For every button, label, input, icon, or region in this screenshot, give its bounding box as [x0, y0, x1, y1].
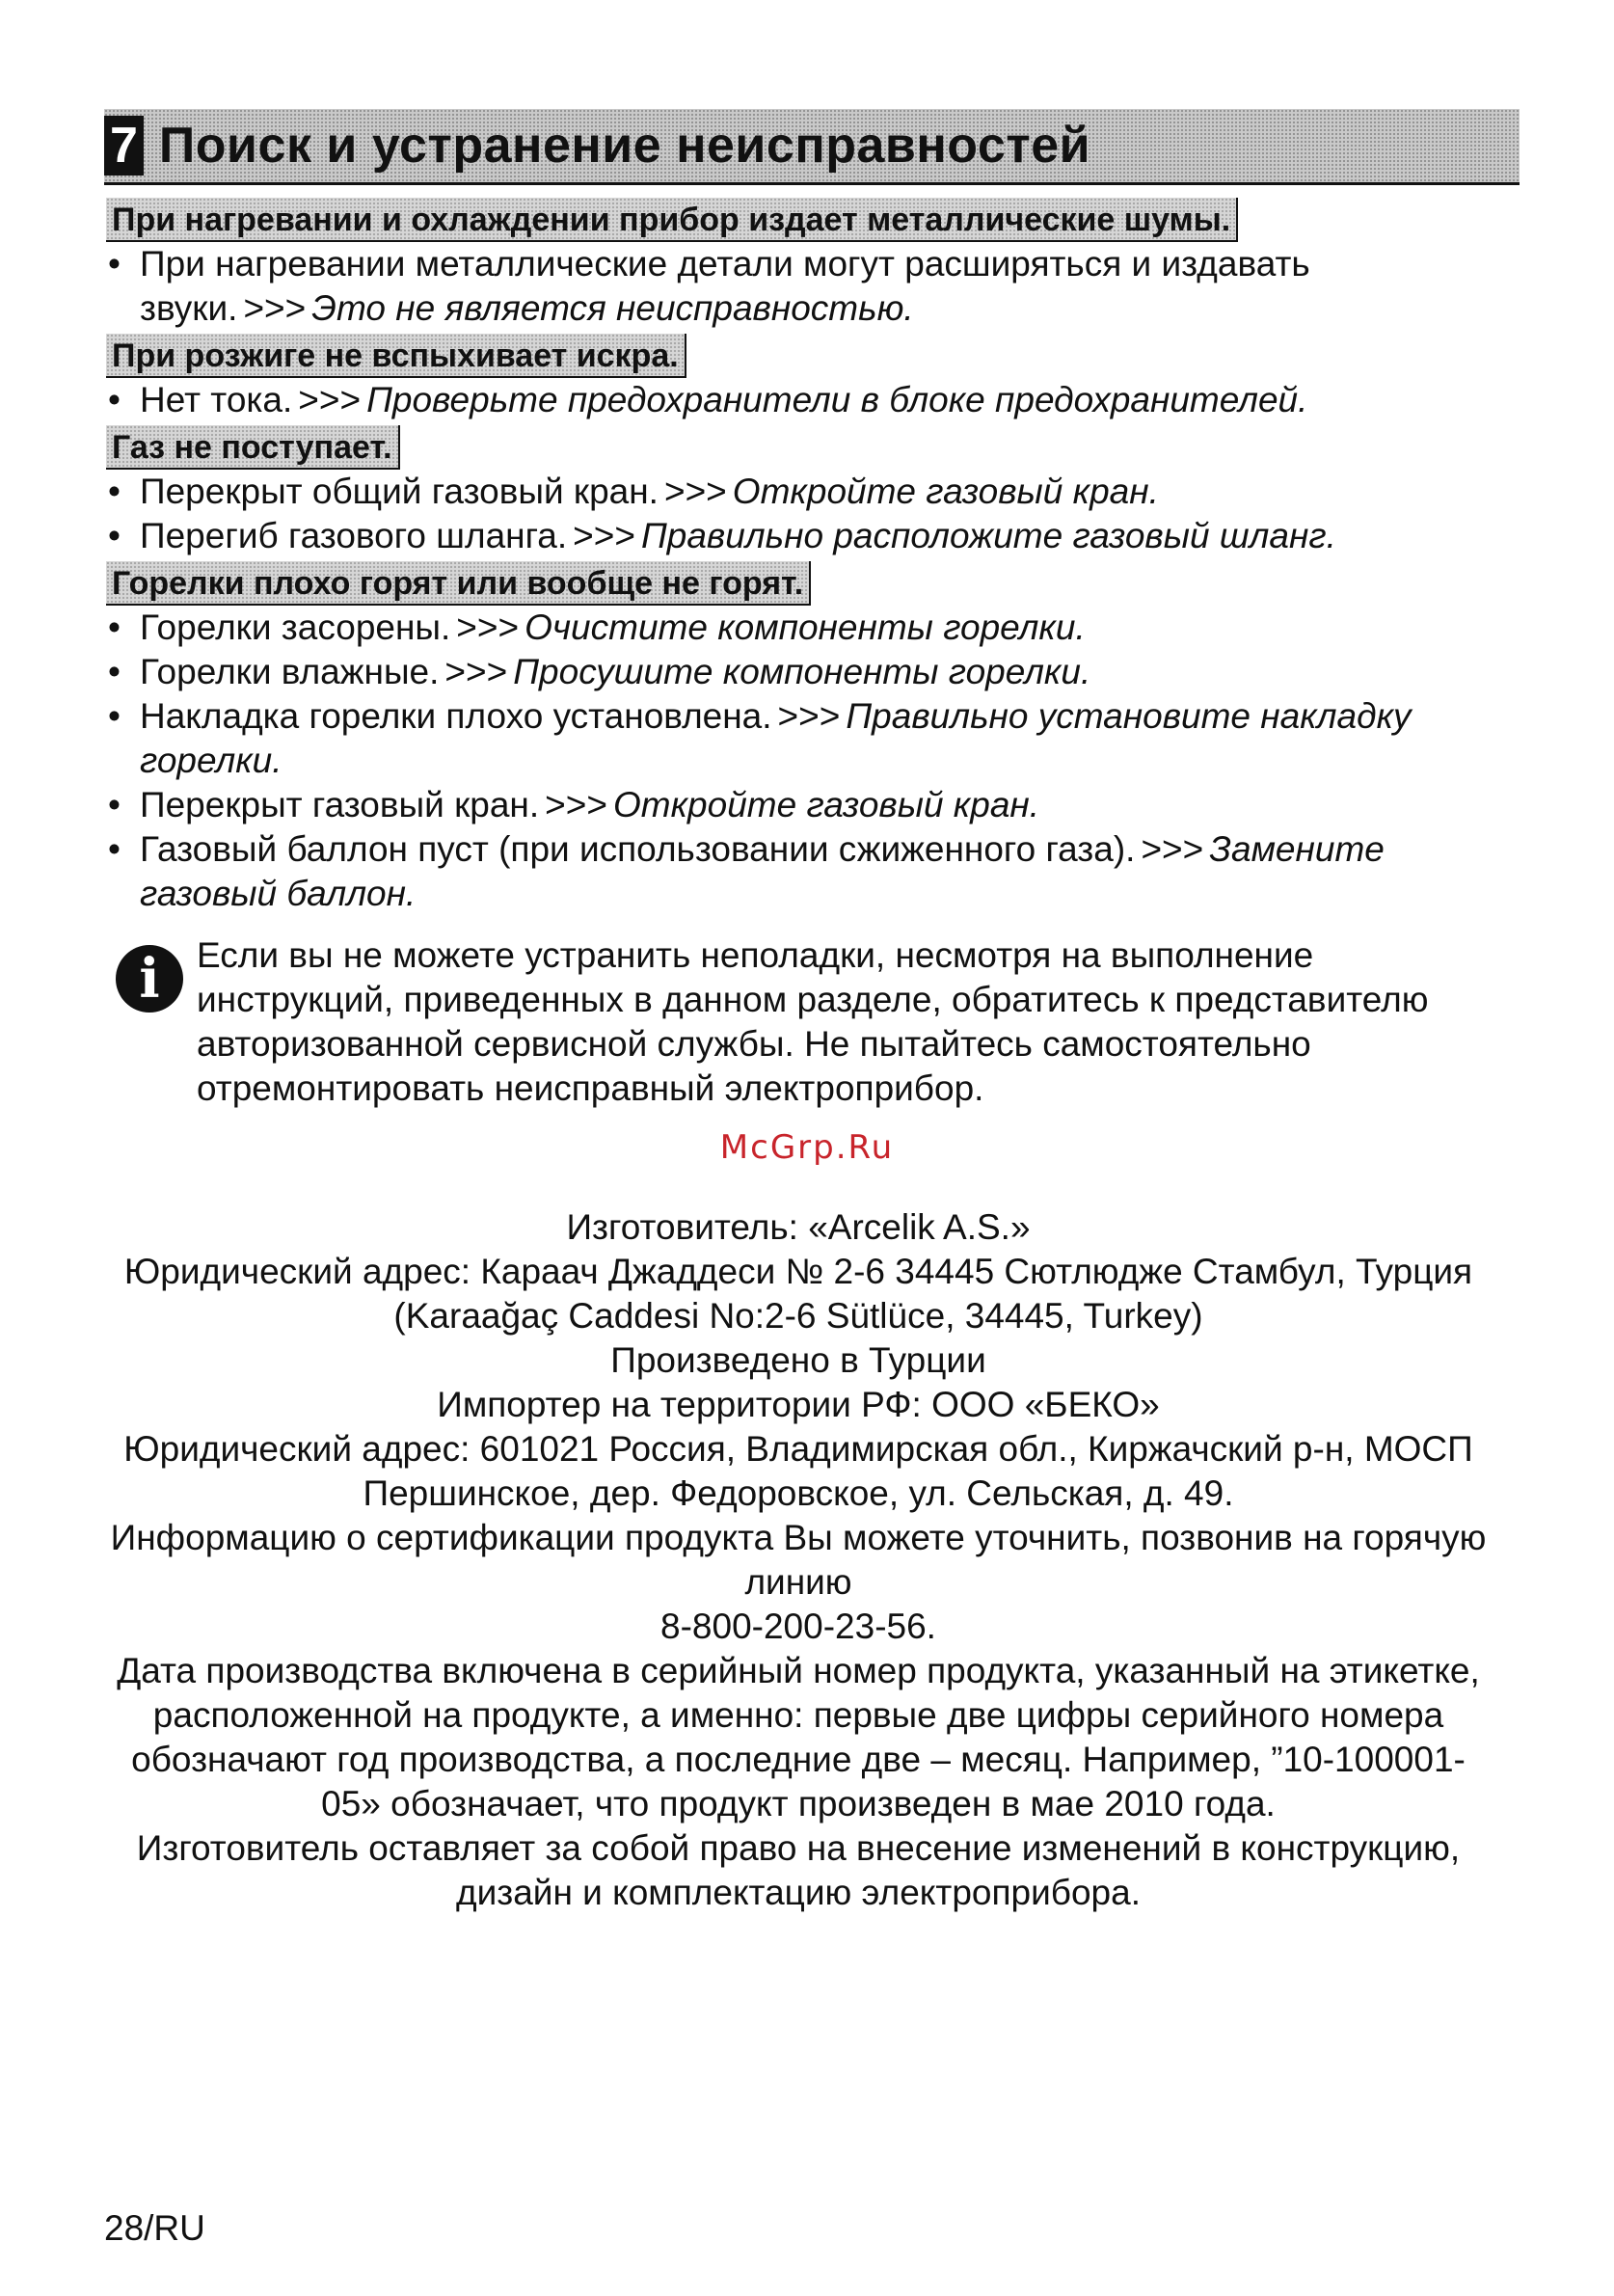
manufacturer-line: Произведено в Турции — [610, 1340, 986, 1380]
info-icon: i — [116, 945, 183, 1013]
remedy-text: Откройте газовый кран. — [612, 785, 1040, 824]
arrow-separator: >>> — [1141, 829, 1204, 869]
watermark: McGrp.Ru — [719, 1128, 895, 1167]
manufacturer-line: Изготовитель: «Arcelik A.S.» — [566, 1207, 1031, 1247]
arrow-separator: >>> — [456, 608, 520, 647]
chapter-header — [104, 109, 1520, 185]
list-item — [104, 827, 1531, 916]
bullet: • — [108, 829, 121, 869]
arrow-separator: >>> — [777, 696, 841, 736]
chapter-number: 7 — [104, 116, 144, 176]
bullet: • — [108, 696, 121, 736]
manufacturer-line: (Karaağaç Caddesi No:2-6 Sütlüce, 34445, Turkey) — [393, 1296, 1203, 1336]
list-item — [104, 242, 1531, 331]
remedy-text: Проверьте предохранители в блоке предохранителей. — [366, 380, 1308, 419]
cause-text: Горелки влажные. — [140, 652, 440, 691]
page-number: 28/RU — [104, 2208, 205, 2248]
remedy-text: Замените газовый баллон. — [140, 829, 1385, 913]
bullet: • — [108, 516, 121, 555]
cause-text: Накладка горелки плохо установлена. — [140, 696, 772, 736]
remedy-text: Очистите компоненты горелки. — [525, 608, 1086, 647]
troubleshooting-content — [104, 195, 1531, 916]
manufacturer-line: 8-800-200-23-56. — [660, 1607, 936, 1646]
section-metal-noise — [104, 197, 1531, 331]
list-item — [104, 514, 1531, 558]
section-no-spark — [104, 333, 1531, 422]
remedy-text: Просушите компоненты горелки. — [513, 652, 1091, 691]
cause-text: Газовый баллон пуст (при использовании сжиженного газа). — [140, 829, 1136, 869]
remedy-text: Правильно установите накладку горелки. — [140, 696, 1412, 780]
remedy-text: Это не является неисправностью. — [311, 288, 914, 328]
remedy-text: Правильно расположите газовый шланг. — [640, 516, 1336, 555]
list-item — [104, 606, 1531, 650]
bullet: • — [108, 608, 121, 647]
list-item — [104, 470, 1531, 514]
manufacturer-line: Изготовитель оставляет за собой право на внесение изменений в конструкцию, дизайн и комплектацию электроприбора. — [136, 1828, 1461, 1912]
list-item — [104, 650, 1531, 694]
remedy-text: Откройте газовый кран. — [732, 472, 1159, 511]
arrow-separator: >>> — [545, 785, 607, 824]
cause-text: Горелки засорены. — [140, 608, 451, 647]
info-note — [116, 933, 1466, 1111]
manufacturer-line: Информацию о сертификации продукта Вы можете уточнить, позвонив на горячую линию — [110, 1518, 1487, 1602]
manufacturer-info — [104, 1205, 1493, 1915]
info-note-text: Если вы не можете устранить неполадки, несмотря на выполнение инструкций, приведенных в данном разделе, обратитесь к представителю авторизованной сервисной службы. Не пытайтесь самостоятельно отремонтировать неисправный электроприбор. — [197, 935, 1429, 1108]
manufacturer-line: Импортер на территории РФ: ООО «БЕКО» — [437, 1385, 1160, 1424]
list-item — [104, 694, 1531, 783]
manufacturer-line: Юридический адрес: Караач Джаддеси № 2-6 34445 Сютлюдже Стамбул, Турция — [123, 1252, 1473, 1291]
cause-text: Перекрыт газовый кран. — [140, 785, 540, 824]
arrow-separator: >>> — [298, 380, 362, 419]
bullet: • — [108, 652, 121, 691]
bullet: • — [108, 472, 121, 511]
list-item — [104, 378, 1531, 422]
section-burners — [104, 560, 1531, 916]
issue-heading: Горелки плохо горят или вообще не горят. — [106, 561, 811, 606]
manufacturer-line: Дата производства включена в серийный номер продукта, указанный на этикетке, расположенной на продукте, а именно: первые две цифры серийного номера обозначают год производства, а последние две – месяц. Например, ”10-100001-05» обозначает, что продукт произведен в мае 2010 года. — [117, 1651, 1480, 1823]
arrow-separator: >>> — [663, 472, 727, 511]
issue-heading: При нагревании и охлаждении прибор издает металлические шумы. — [106, 198, 1238, 242]
bullet: • — [108, 244, 121, 284]
cause-text: Перегиб газового шланга. — [140, 516, 568, 555]
arrow-separator: >>> — [573, 516, 635, 555]
section-no-gas — [104, 424, 1531, 558]
chapter-title: Поиск и устранение неисправностей — [158, 118, 1091, 174]
list-item — [104, 783, 1531, 827]
cause-text: При нагревании металлические детали могут расширяться и издавать звуки. — [140, 244, 1310, 328]
bullet: • — [108, 380, 121, 419]
issue-heading: При розжиге не вспыхивает искра. — [106, 334, 686, 378]
manufacturer-line: Юридический адрес: 601021 Россия, Владимирская обл., Киржачский р-н, МОСП Першинское, дер. Федоровское, ул. Сельская, д. 49. — [123, 1429, 1473, 1513]
issue-heading: Газ не поступает. — [106, 425, 400, 470]
cause-text: Перекрыт общий газовый кран. — [140, 472, 659, 511]
bullet: • — [108, 785, 121, 824]
arrow-separator: >>> — [243, 288, 307, 328]
arrow-separator: >>> — [444, 652, 508, 691]
cause-text: Нет тока. — [140, 380, 293, 419]
